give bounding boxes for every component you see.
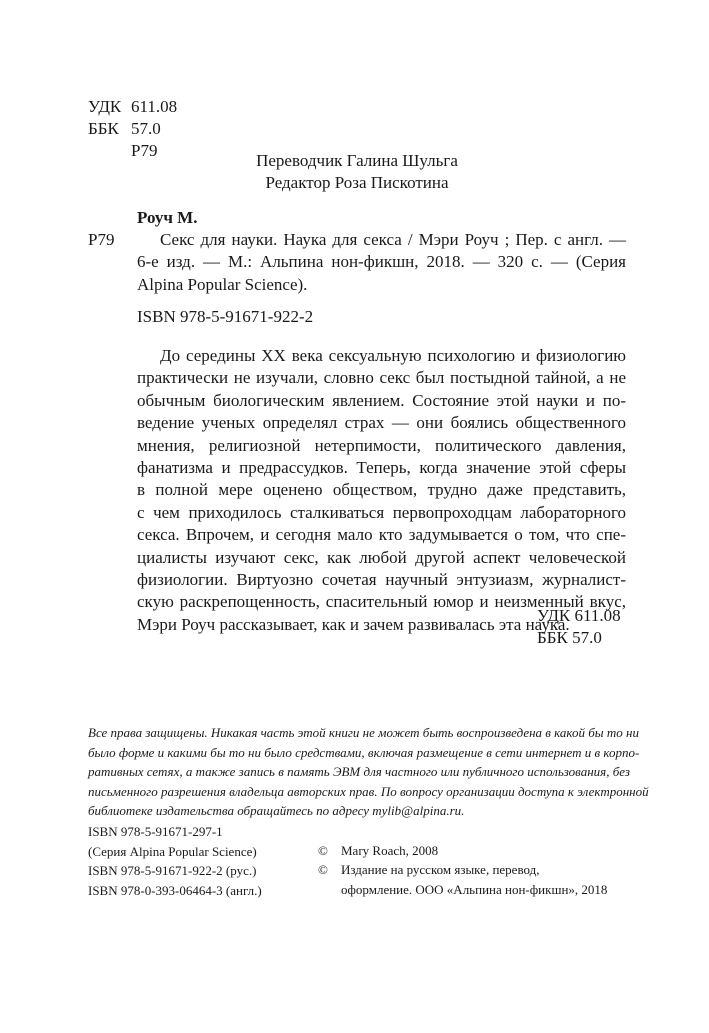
annotation-line: скую раскрепощенность, спасительный юмор и неизменный вкус,	[137, 592, 626, 612]
isbn-list	[88, 822, 262, 900]
isbn-line: ISBN 978-5-91671-922-2	[137, 307, 314, 326]
rights-line: ративных сетях, а также запись в память ЭВМ для частного или публичного использования, без	[88, 764, 630, 780]
annotation-line: обычным биологическим явлением. Состояние этой науки и по-	[137, 390, 626, 410]
rights-line: Все права защищены. Никакая часть этой книги не может быть воспроизведена в какой бы то ни	[88, 725, 639, 740]
rights-line: библиотеке издательства обращайтесь по адресу mylib@alpina.ru.	[88, 803, 465, 819]
annotation-line: ведение ученых определял страх — они боялись общественного	[137, 413, 626, 433]
isbn-entry: ISBN 978-5-91671-297-1	[88, 824, 223, 839]
isbn-entry: ISBN 978-5-91671-922-2 (рус.)	[88, 863, 257, 878]
annotation-udk: УДК 611.08	[537, 606, 621, 625]
bbk-value: 57.0	[131, 119, 161, 138]
rights-line: письменного разрешения владельца авторских прав. По вопросу организации доступа к электронной	[88, 783, 649, 799]
annotation-line: мнения, религиозной нетерпимости, политического давления,	[137, 435, 626, 455]
isbn-entry: (Серия Alpina Popular Science)	[88, 843, 257, 859]
rights-line: было форме и какими бы то ни было средствами, включая размещение в сети интернет и в корпо-	[88, 744, 640, 760]
translator-credit: Переводчик Галина Шульга	[256, 151, 458, 170]
annotation-line: практически не изучали, словно секс был постыдной тайной, а не	[137, 368, 626, 388]
udk-label: УДК	[88, 97, 122, 116]
annotation-bbk: ББК 57.0	[537, 628, 602, 647]
annotation-line: циалисты изучают секс, как любой другой аспект человеческой	[137, 547, 626, 567]
copyright-original: Mary Roach, 2008	[341, 843, 439, 858]
annotation-paragraph	[137, 345, 626, 636]
author-sign: Р79	[131, 141, 158, 160]
annotation-line: Мэри Роуч рассказывает, как и зачем развивалась эта наука.	[137, 614, 570, 634]
annotation-line: фанатизма и предрассудков. Теперь, когда значение этой сферы	[137, 458, 626, 478]
annotation-line: в полной мере оценено обществом, трудно даже представить,	[137, 480, 626, 500]
bbk-label: ББК	[88, 119, 119, 138]
annotation-line: с чем приходилось сталкиваться первопроходцам лабораторного	[137, 502, 626, 522]
copyright-symbol-2: ©	[318, 862, 328, 877]
isbn-entry: ISBN 978-0-393-06464-3 (англ.)	[88, 882, 262, 898]
copyright-russian-line-2: оформление. ООО «Альпина нон-фикшн», 2018	[341, 882, 608, 897]
copyright-symbol-1: ©	[318, 843, 328, 858]
description-line-2: 6-е изд. — М.: Альпина нон-фикшн, 2018. — 320 с. — (Серия	[137, 252, 626, 271]
udk-value: 611.08	[131, 97, 178, 116]
annotation-line: физиологии. Виртуозно сочетая научный энтузиазм, журналист-	[137, 570, 626, 590]
copyright-russian-line-1: Издание на русском языке, перевод,	[341, 862, 540, 877]
rights-notice	[88, 723, 649, 821]
description-line-3: Alpina Popular Science).	[137, 275, 308, 294]
description-line-1: Секс для науки. Наука для секса / Мэри Роуч ; Пер. с англ. —	[160, 230, 626, 249]
annotation-line: секса. Впрочем, и сегодня мало кто задумывается о том, что спе-	[137, 525, 626, 545]
side-author-sign: Р79	[88, 230, 115, 249]
editor-credit: Редактор Роза Пискотина	[265, 173, 449, 192]
annotation-line: До середины XX века сексуальную психологию и физиологию	[160, 346, 626, 365]
author-heading: Роуч М.	[137, 208, 198, 227]
